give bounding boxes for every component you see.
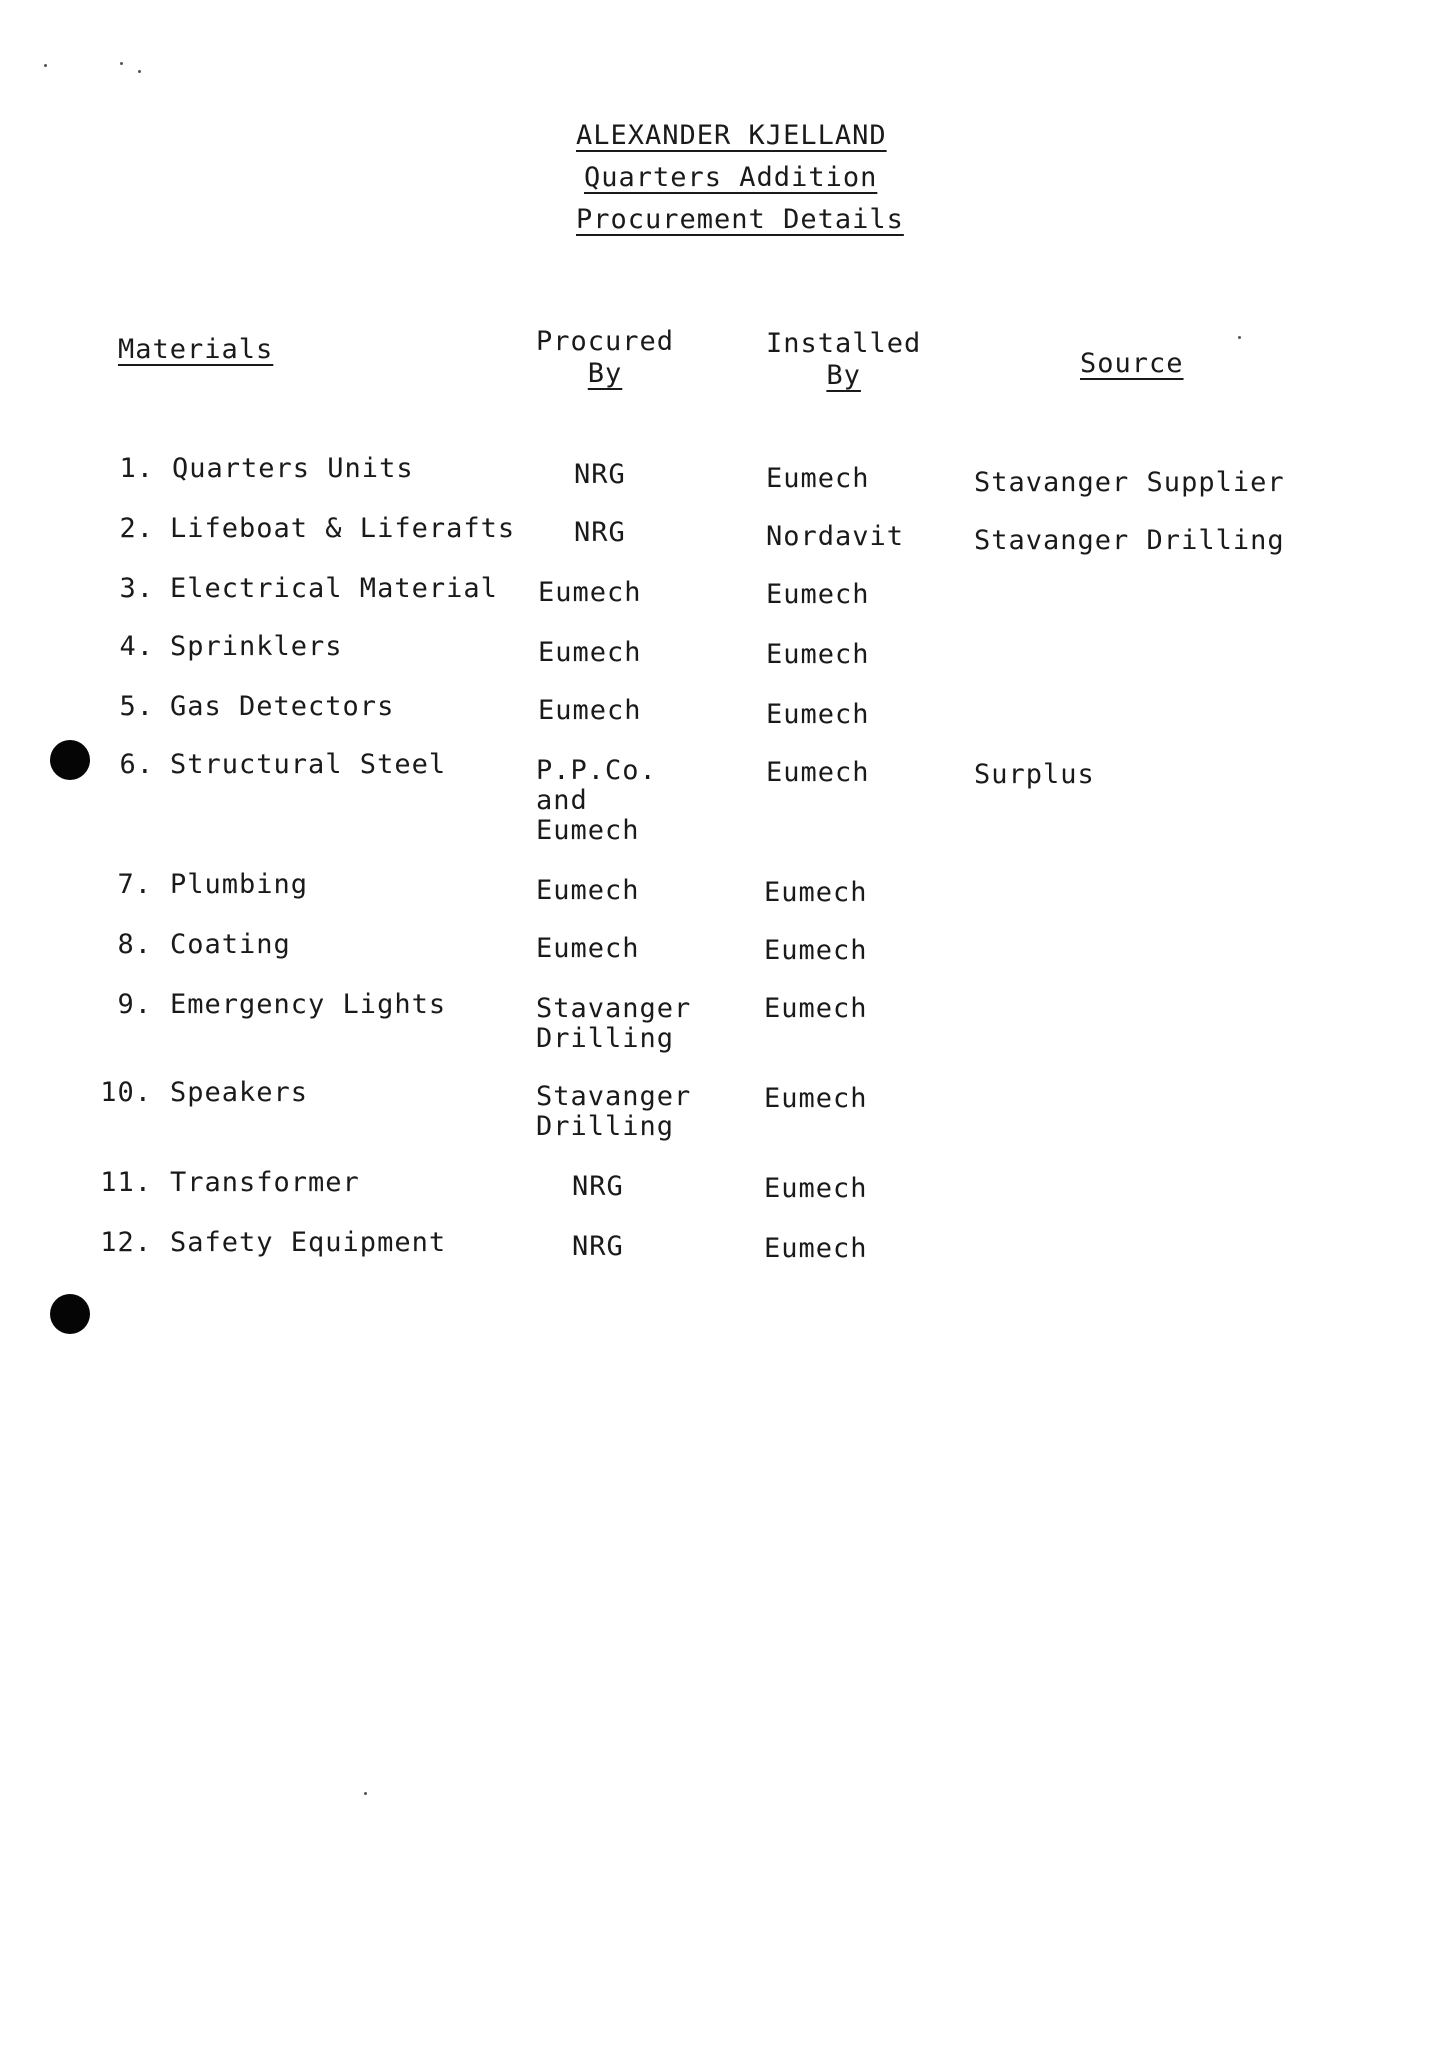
row-installed: Eumech <box>764 1233 868 1264</box>
punch-hole-lower <box>50 1294 90 1334</box>
row-number: 2. <box>119 513 154 544</box>
row-installed: Eumech <box>766 463 870 494</box>
row-procured: Stavanger Drilling <box>536 1081 692 1142</box>
row-installed: Eumech <box>764 877 868 908</box>
speck <box>120 62 123 65</box>
row-material: Emergency Lights <box>170 989 447 1020</box>
row-procured: Eumech <box>538 695 642 726</box>
row-procured: Stavanger Drilling <box>536 993 692 1054</box>
row-number: 7. <box>117 869 152 900</box>
row-installed: Eumech <box>764 935 868 966</box>
row-source: Stavanger Supplier <box>974 467 1285 498</box>
row-material: Quarters Units <box>172 453 414 484</box>
row-number: 3. <box>119 573 154 604</box>
row-material: Plumbing <box>170 869 309 900</box>
row-number: 10. <box>100 1077 152 1108</box>
header-source: Source <box>1080 348 1184 379</box>
row-procured: Eumech <box>536 875 640 906</box>
row-procured: Eumech <box>536 933 640 964</box>
row-procured: P.P.Co. and Eumech <box>536 755 657 846</box>
row-procured: NRG <box>572 1231 624 1262</box>
row-installed: Eumech <box>766 699 870 730</box>
row-source: Surplus <box>974 759 1095 790</box>
header-materials: Materials <box>118 334 274 365</box>
row-number: 8. <box>117 929 152 960</box>
punch-hole-upper <box>50 740 90 780</box>
header-installed-by-label: By <box>826 360 861 391</box>
row-number: 6. <box>119 749 154 780</box>
row-number: 9. <box>117 989 152 1020</box>
header-procured-top: Procured <box>536 326 675 357</box>
speck <box>1238 336 1241 339</box>
row-material: Electrical Material <box>170 573 498 604</box>
row-material: Transformer <box>170 1167 360 1198</box>
row-installed: Eumech <box>764 1083 868 1114</box>
header-procured-by <box>536 326 674 390</box>
row-installed: Eumech <box>766 579 870 610</box>
row-material: Speakers <box>170 1077 309 1108</box>
row-installed: Eumech <box>764 993 868 1024</box>
row-installed: Eumech <box>766 639 870 670</box>
row-material: Coating <box>170 929 291 960</box>
row-source: Stavanger Drilling <box>974 525 1285 556</box>
row-number: 1. <box>119 453 154 484</box>
doc-subtitle: Quarters Addition <box>584 162 878 193</box>
speck <box>364 1792 367 1795</box>
row-number: 4. <box>119 631 154 662</box>
row-procured: NRG <box>572 1171 624 1202</box>
row-number: 11. <box>100 1167 152 1198</box>
doc-title: ALEXANDER KJELLAND <box>576 120 887 151</box>
header-installed-top: Installed <box>766 328 922 359</box>
row-material: Lifeboat & Liferafts <box>170 513 516 544</box>
header-installed-by <box>766 328 921 392</box>
row-material: Safety Equipment <box>170 1227 447 1258</box>
row-procured: Eumech <box>538 637 642 668</box>
row-material: Structural Steel <box>170 749 447 780</box>
row-installed: Nordavit <box>766 521 905 552</box>
speck <box>44 64 47 67</box>
speck <box>138 70 141 73</box>
row-material: Gas Detectors <box>170 691 395 722</box>
row-material: Sprinklers <box>170 631 343 662</box>
row-procured: NRG <box>574 517 626 548</box>
row-procured: NRG <box>574 459 626 490</box>
row-number: 12. <box>100 1227 152 1258</box>
header-procured-by-label: By <box>587 358 623 389</box>
doc-heading: Procurement Details <box>576 204 904 235</box>
row-number: 5. <box>119 691 154 722</box>
row-procured: Eumech <box>538 577 642 608</box>
row-installed: Eumech <box>766 757 870 788</box>
row-installed: Eumech <box>764 1173 868 1204</box>
